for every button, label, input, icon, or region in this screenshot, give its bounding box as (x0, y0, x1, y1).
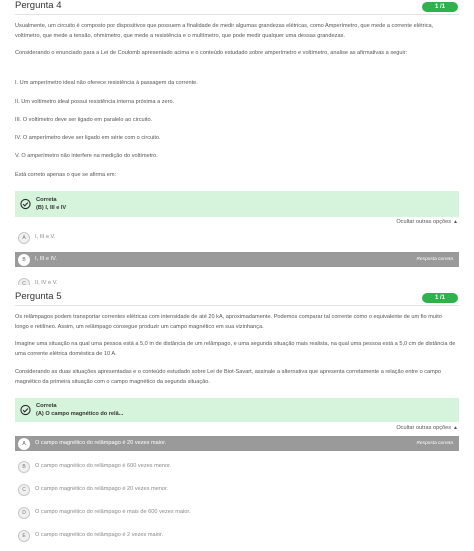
question-4-prompt: Está correto apenas o que se afirma em: (15, 172, 117, 178)
hide-options-label: Ocultar outras opções (396, 425, 452, 431)
option-c[interactable] (15, 482, 459, 497)
question-5-paragraph: Imagine uma situação na qual uma pessoa está a 5,0 m de distância de um relâmpago, e uma segunda situação mais realista, na qual uma pessoa está a 5,0 cm de distância de uma corrente elétrica doméstica de 10 A. (15, 341, 456, 357)
hide-options-toggle[interactable] (396, 219, 458, 225)
question-4-statement: V. O amperímetro não interfere na medição do voltímetro. (15, 153, 158, 159)
option-text: II, IV e V. (35, 280, 58, 285)
question-4-statement: IV. O amperímetro deve ser ligado em série com o circuito. (15, 135, 161, 141)
hide-options-toggle[interactable] (396, 425, 458, 431)
correct-answer-tag: Resposta correta (416, 441, 453, 446)
chevron-up-icon: ▲ (453, 219, 458, 225)
option-text: O campo magnético do relâmpago é mais de 600 vezes maior. (35, 509, 191, 515)
check-circle-icon (20, 199, 31, 210)
question-4-paragraph: Usualmente, um circuito é composto por dispositivos que possuem a finalidade de medir algumas grandezas elétricas, como Amperímetro, que mede a corrente elétrica, voltímetro, que mede a tensão, ohmímetro, que mede a resistência e o multímetro, que pode medir qualquer uma dessas grandezas. (15, 23, 434, 39)
question-4-correct-answer-box (15, 191, 459, 217)
question-5-paragraph: Considerando as duas situações apresentadas e o conteúdo estudado sobre Lei de Biot-Savart, assinale a alternativa que apresenta corretamente a relação entre o campo magnético da primeira situação com o campo magnético da segunda situação. (15, 369, 442, 385)
option-a-selected[interactable] (15, 436, 459, 451)
option-letter: D (18, 507, 30, 519)
question-5-title: Pergunta 5 (15, 291, 62, 302)
question-4-statement: II. Um voltímetro ideal possui resistência interna próxima a zero. (15, 99, 175, 105)
option-text: O campo magnético do relâmpago é 20 vezes maior. (35, 440, 167, 446)
option-letter: C (18, 484, 30, 496)
correct-answer-text: (B) I, III e IV (36, 205, 67, 211)
question-4-divider (15, 14, 459, 15)
option-e[interactable] (15, 528, 459, 543)
question-4-paragraph: Considerando o enunciado para a Lei de Coulomb apresentado acima e o conteúdo estudado sobre amperímetro e voltímetro, analise as afirmativas a seguir: (15, 50, 408, 56)
option-text: O campo magnético do relâmpago é 2 vezes maior. (35, 532, 164, 538)
option-a[interactable] (15, 230, 459, 245)
question-4-score-badge: 1 /1 (422, 2, 458, 12)
option-letter: B (18, 254, 30, 266)
question-5-score-badge: 1 /1 (422, 293, 458, 303)
correct-answer-tag: Resposta correta (416, 257, 453, 262)
correct-label: Correta (36, 197, 57, 203)
option-text: I, III e IV. (35, 256, 57, 262)
question-5-correct-answer-box (15, 398, 459, 422)
chevron-up-icon: ▲ (453, 425, 458, 431)
option-letter: A (18, 438, 30, 450)
question-4-statement: I. Um amperímetro ideal não oferece resistência à passagem da corrente. (15, 80, 198, 86)
option-text: O campo magnético do relâmpago é 600 vezes menor. (35, 463, 172, 469)
correct-answer-text: (A) O campo magnético do relâ... (36, 411, 124, 417)
option-letter: C (18, 278, 30, 285)
question-5-paragraph: Os relâmpagos podem transportar correntes elétricas com intensidade de até 20 kA, aproximadamente. Podemos comparar tal corrente como o equivalente de um fio muito longo e retilíneo. Assim, um relâmpago consegue produzir um campo magnético em sua vizinhança. (15, 314, 442, 330)
option-b[interactable] (15, 459, 459, 474)
question-4-title: Pergunta 4 (15, 0, 62, 11)
question-5-divider (15, 305, 459, 306)
option-letter: A (18, 232, 30, 244)
check-circle-icon (20, 405, 31, 416)
question-4-statement: III. O voltímetro deve ser ligado em paralelo ao circuito. (15, 117, 153, 123)
option-text: O campo magnético do relâmpago é 20 vezes menor. (35, 486, 169, 492)
option-b-selected[interactable] (15, 252, 459, 267)
option-letter: E (18, 530, 30, 542)
option-text: I, III e V. (35, 234, 56, 240)
option-d[interactable] (15, 505, 459, 520)
option-c[interactable] (15, 276, 459, 285)
hide-options-label: Ocultar outras opções (396, 219, 452, 225)
option-letter: B (18, 461, 30, 473)
correct-label: Correta (36, 403, 57, 409)
